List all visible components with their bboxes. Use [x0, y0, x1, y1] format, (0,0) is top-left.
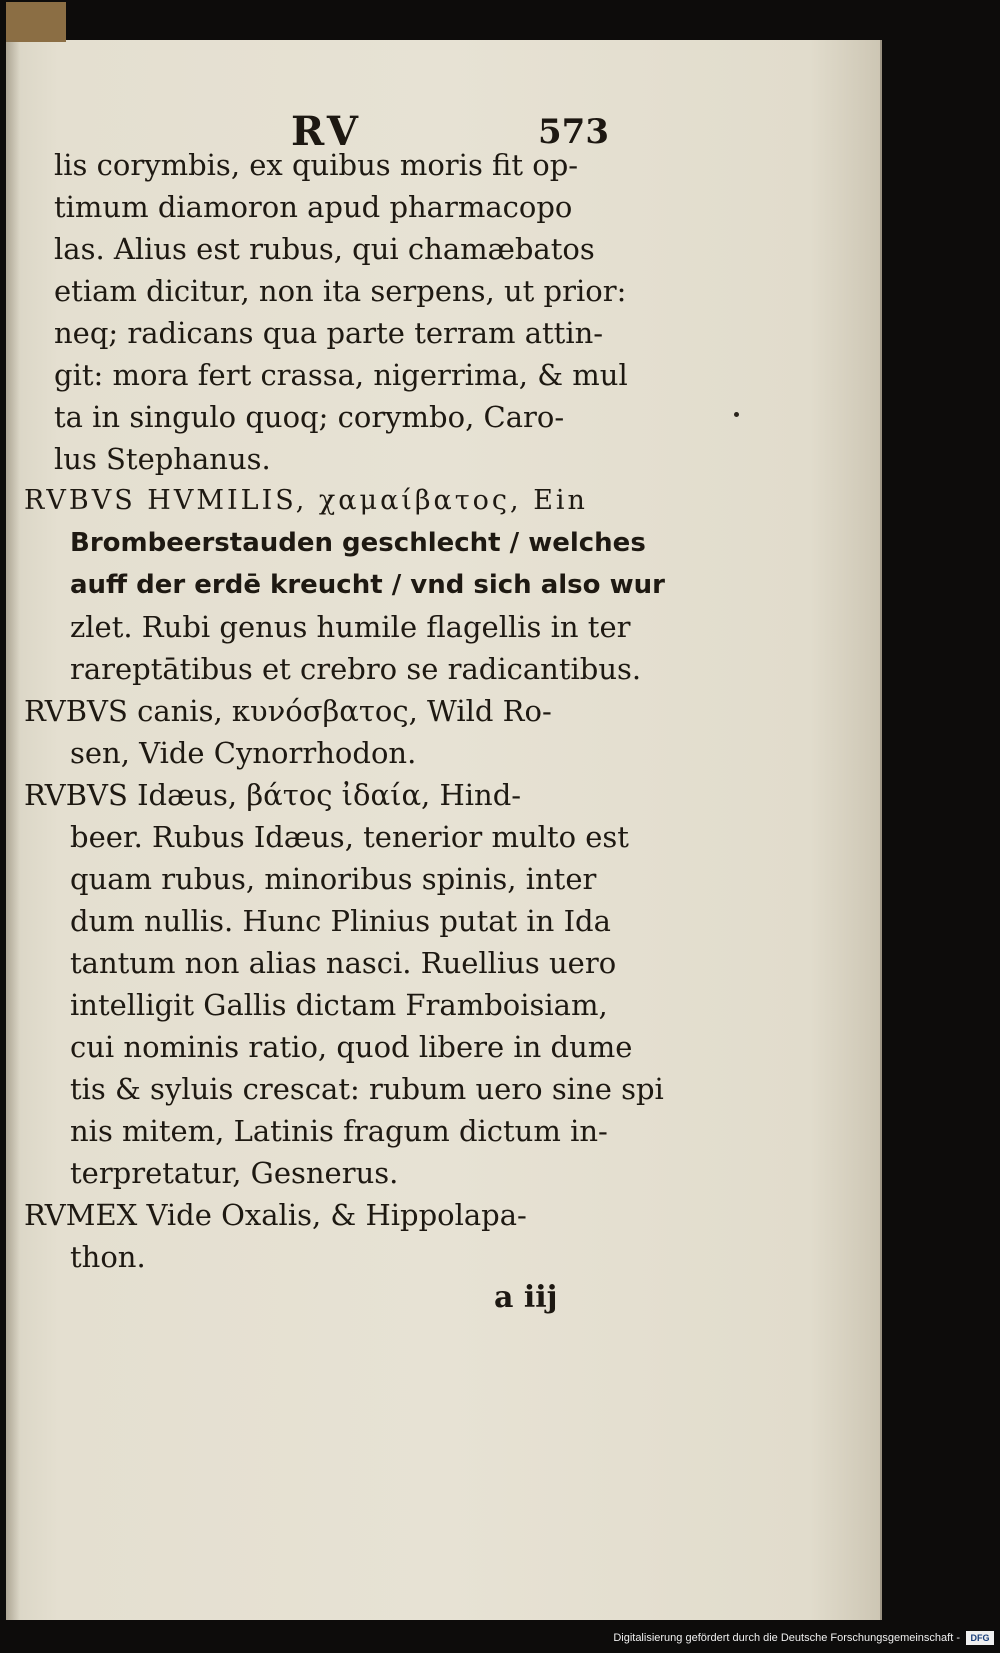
- text-line: thon.: [70, 1240, 146, 1274]
- text-line: etiam dicitur, non ita serpens, ut prior:: [54, 274, 627, 308]
- text-line: las. Alius est rubus, qui chamæbatos: [54, 232, 595, 266]
- entry-heading-rumex: RVMEX Vide Oxalis, & Hippolapa-: [24, 1198, 527, 1232]
- entry-heading-rubus-humilis: RVBVS HVMILIS, χαμαίβατος, Ein: [24, 485, 588, 516]
- ink-speck: [734, 412, 739, 417]
- text-line: auff der erdē kreucht / vnd sich also wur: [70, 570, 665, 600]
- text-line: intelligit Gallis dictam Framboisiam,: [70, 988, 608, 1022]
- text-line: beer. Rubus Idæus, tenerior multo est: [70, 820, 629, 854]
- running-head: RV: [291, 108, 362, 155]
- text-line: cui nominis ratio, quod libere in dume: [70, 1030, 633, 1064]
- funding-credit: Digitalisierung gefördert durch die Deutsche Forschungsgemeinschaft -: [613, 1632, 960, 1644]
- text-line: dum nullis. Hunc Plinius putat in Ida: [70, 904, 611, 938]
- dfg-logo: DFG: [966, 1631, 994, 1645]
- text-line: lis corymbis, ex quibus moris fit op-: [54, 148, 579, 182]
- text-line: zlet. Rubi genus humile flagellis in ter: [70, 610, 631, 644]
- text-line: Brombeerstauden geschlecht / welches: [70, 528, 646, 558]
- text-line: timum diamoron apud pharmacopo: [54, 190, 573, 224]
- page-number: 573: [538, 112, 609, 152]
- entry-heading-rubus-canis: RVBVS canis, κυνόσβατος, Wild Ro-: [24, 694, 552, 728]
- signature-mark: a iij: [494, 1280, 558, 1315]
- book-page: [6, 40, 882, 1620]
- text-block: [24, 144, 665, 1278]
- text-line: git: mora fert crassa, nigerrima, & mul: [54, 358, 628, 392]
- text-line: tis & syluis crescat: rubum uero sine spi: [70, 1072, 664, 1106]
- text-line: rareptātibus et crebro se radicantibus.: [70, 652, 642, 686]
- text-line: sen, Vide Cynorrhodon.: [70, 736, 417, 770]
- text-line: quam rubus, minoribus spinis, inter: [70, 862, 597, 896]
- text-line: lus Stephanus.: [54, 442, 271, 476]
- text-line: ta in singulo quoq; corymbo, Caro-: [54, 400, 565, 434]
- text-line: neq; radicans qua parte terram attin-: [54, 316, 604, 350]
- entry-heading-rubus-idaeus: RVBVS Idæus, βάτος ἰδαία, Hind-: [24, 778, 522, 812]
- page-gutter-shadow: [6, 40, 20, 1620]
- text-line: tantum non alias nasci. Ruellius uero: [70, 946, 617, 980]
- digitization-footer: [0, 1626, 1000, 1653]
- text-line: nis mitem, Latinis fragum dictum in-: [70, 1114, 608, 1148]
- text-line: terpretatur, Gesnerus.: [70, 1156, 399, 1190]
